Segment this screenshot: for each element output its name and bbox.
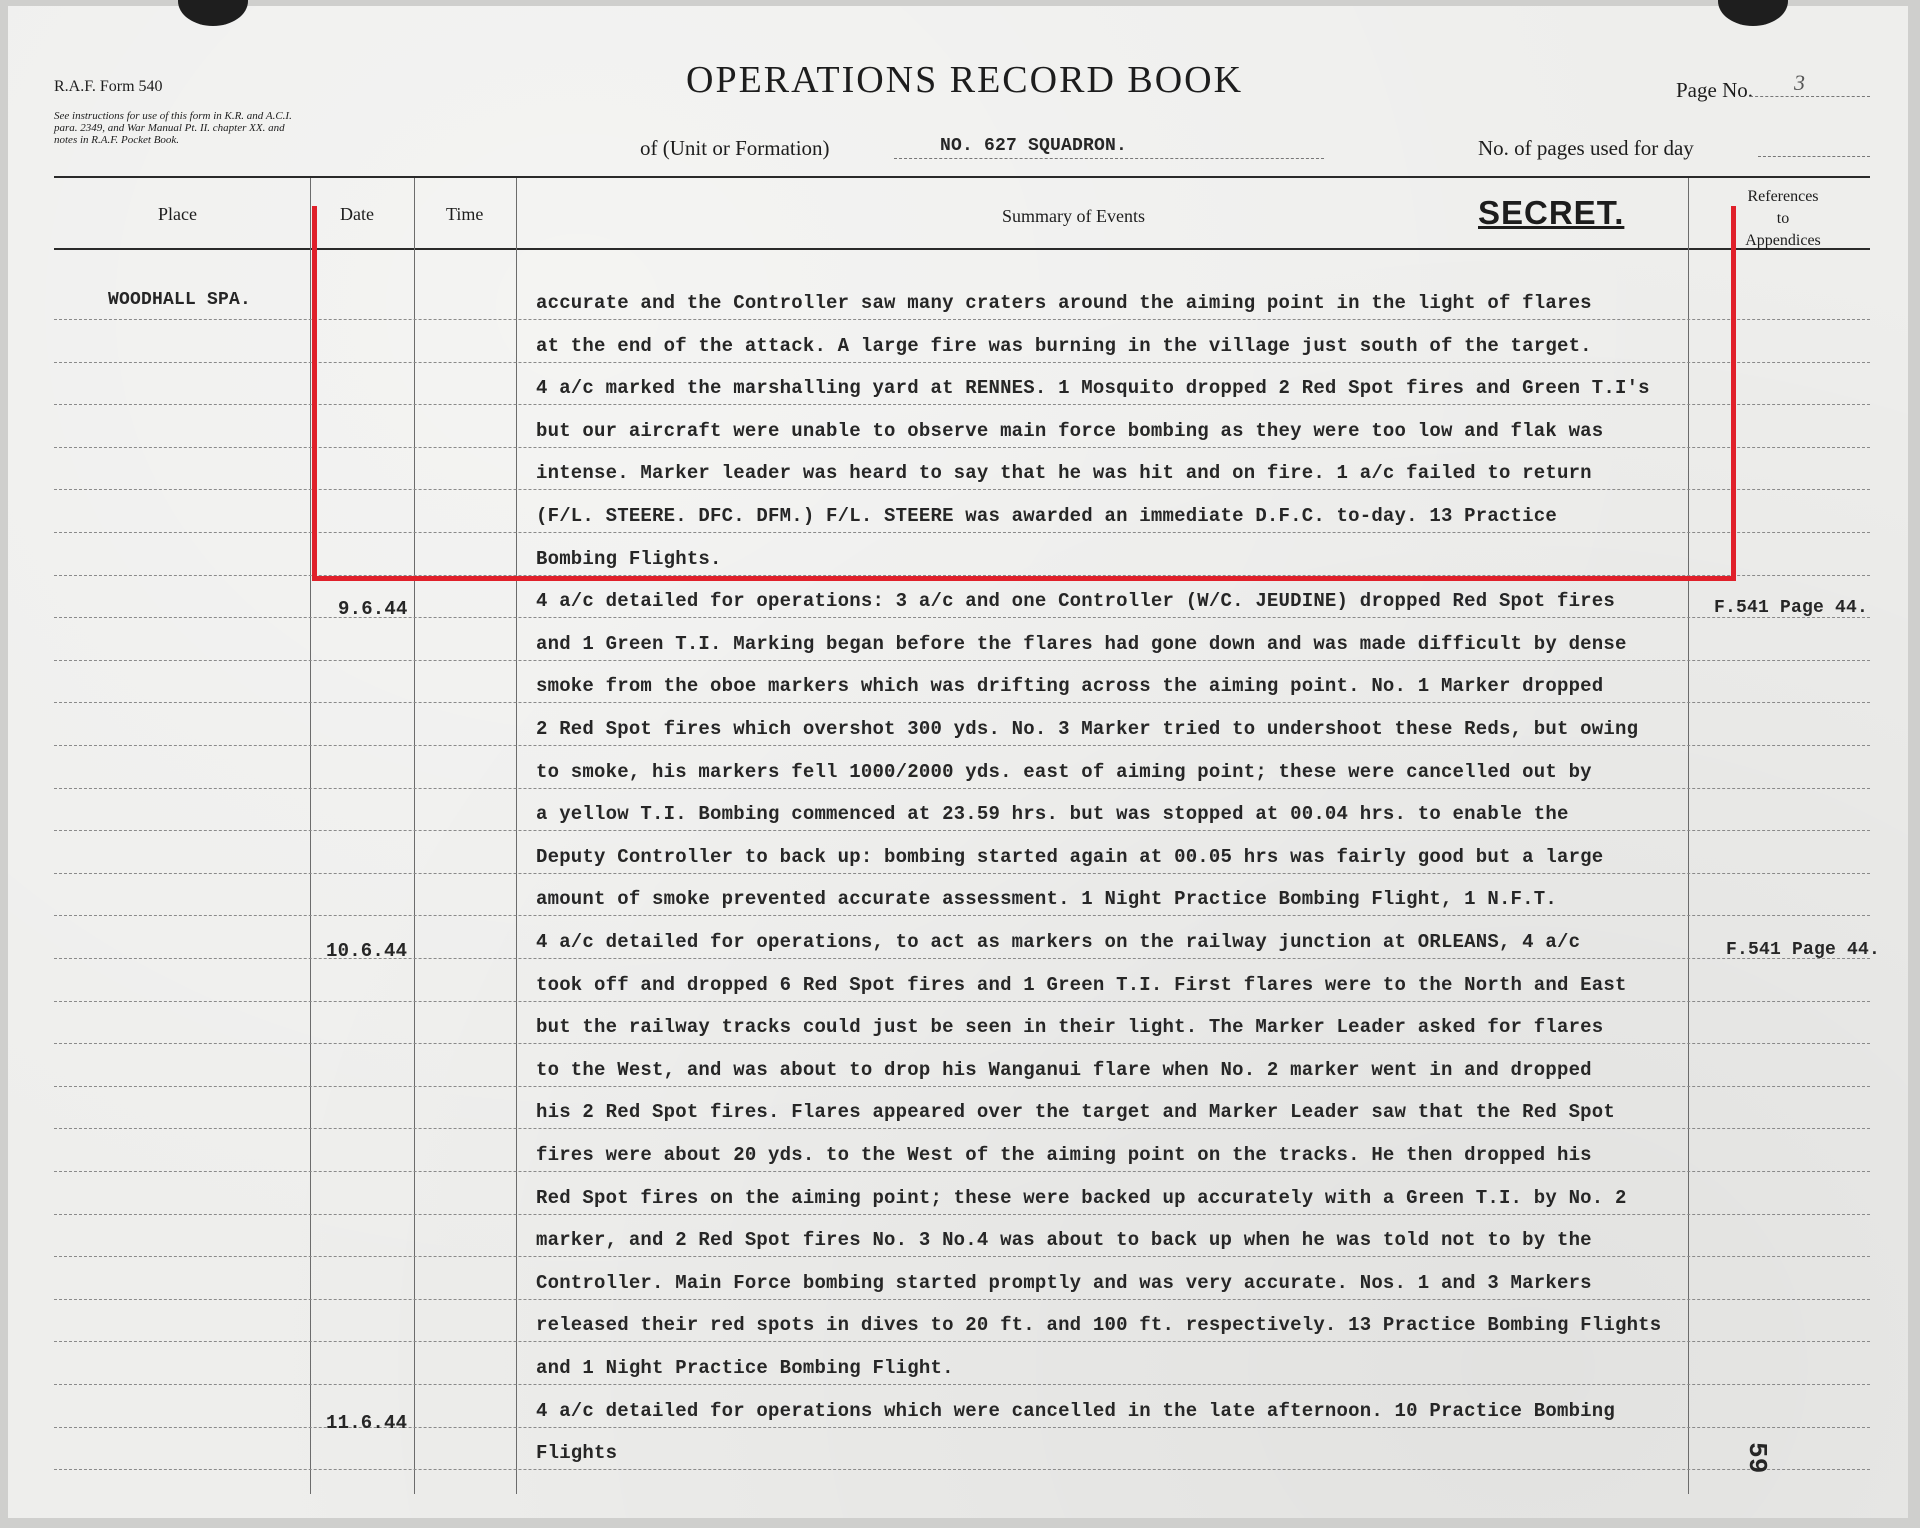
summary-line: a yellow T.I. Bombing commenced at 23.59 hrs. but was stopped at 00.04 hrs. to enable the	[536, 803, 1569, 826]
summary-line: his 2 Red Spot fires. Flares appeared over the target and Marker Leader saw that the Red Spot	[536, 1101, 1615, 1124]
ruled-line	[54, 1043, 1870, 1044]
ref-9-6-44: F.541 Page 44.	[1714, 598, 1869, 618]
header-top-rule	[54, 176, 1870, 178]
punch-hole-right	[1718, 0, 1788, 26]
ruled-line	[54, 915, 1870, 916]
col-head-references-2: to	[1776, 210, 1790, 227]
col-head-references-3: Appendices	[1745, 232, 1821, 249]
summary-line: Flights	[536, 1442, 618, 1465]
col-head-place: Place	[158, 204, 197, 224]
summary-line: at the end of the attack. A large fire was burning in the village just south of the target.	[536, 334, 1592, 357]
summary-line: 2 Red Spot fires which overshot 300 yds. No. 3 Marker tried to undershoot these Reds, but owing	[536, 718, 1639, 740]
ruled-line	[54, 1341, 1870, 1342]
summary-line: to the West, and was about to drop his Wanganui flare when No. 2 marker went in and dropped	[536, 1058, 1592, 1081]
ruled-line	[54, 1256, 1870, 1257]
summary-line: Bombing Flights.	[536, 547, 722, 570]
form-instructions-2: para. 2349, and War Manual Pt. II. chapter XX. and	[54, 122, 285, 134]
ruled-line	[54, 1299, 1870, 1300]
page-no-value: 3	[1794, 70, 1805, 95]
ruled-line	[54, 1469, 1870, 1470]
ruled-line	[54, 617, 1870, 618]
unit-value: NO. 627 SQUADRON.	[940, 136, 1128, 156]
ruled-line	[54, 660, 1870, 661]
col-head-summary: Summary of Events	[1002, 206, 1145, 226]
form-instructions-1: See instructions for use of this form in K.R. and A.C.I.	[54, 110, 292, 122]
ruled-line	[54, 1086, 1870, 1087]
summary-line: amount of smoke prevented accurate assessment. 1 Night Practice Bombing Flight, 1 N.F.T.	[536, 888, 1557, 911]
ruled-line	[54, 830, 1870, 831]
summary-line: intense. Marker leader was heard to say that he was hit and on fire. 1 a/c failed to return	[536, 462, 1592, 485]
place-value: WOODHALL SPA.	[108, 290, 252, 310]
record-sheet	[8, 6, 1908, 1518]
ruled-line	[54, 873, 1870, 874]
ruled-line	[54, 1171, 1870, 1172]
col-head-references-1: References	[1747, 188, 1819, 205]
summary-line: marker, and 2 Red Spot fires No. 3 No.4 was about to back up when he was told not to by the	[536, 1229, 1592, 1252]
summary-line: 4 a/c marked the marshalling yard at RENNES. 1 Mosquito dropped 2 Red Spot fires and Green T.I's	[536, 377, 1650, 400]
col-sep-place-date	[310, 178, 311, 1494]
form-instructions-3: notes in R.A.F. Pocket Book.	[54, 134, 180, 146]
unit-line	[894, 158, 1324, 159]
col-head-time: Time	[446, 204, 484, 224]
summary-line: but our aircraft were unable to observe main force bombing as they were too low and flak was	[536, 419, 1604, 442]
unit-label: of (Unit or Formation)	[640, 136, 830, 160]
summary-line: and 1 Night Practice Bombing Flight.	[536, 1357, 954, 1379]
ruled-line	[54, 1001, 1870, 1002]
date-10-6-44: 10.6.44	[326, 940, 408, 962]
page-no-label: Page No.	[1676, 78, 1753, 102]
summary-line: and 1 Green T.I. Marking began before the flares had gone down and was made difficult by dense	[536, 632, 1627, 655]
summary-line: (F/L. STEERE. DFC. DFM.) F/L. STEERE was awarded an immediate D.F.C. to-day. 13 Practice	[536, 505, 1557, 527]
summary-line: fires were about 20 yds. to the West of the aiming point on the tracks. He then dropped his	[536, 1144, 1592, 1166]
summary-line: 4 a/c detailed for operations: 3 a/c and one Controller (W/C. JEUDINE) dropped Red Spot fires	[536, 590, 1615, 613]
page-no-line	[1750, 96, 1870, 97]
ruled-line	[54, 1384, 1870, 1385]
highlight-box	[312, 206, 1736, 581]
date-11-6-44: 11.6.44	[326, 1412, 408, 1434]
summary-line: took off and dropped 6 Red Spot fires and 1 Green T.I. First flares were to the North and East	[536, 973, 1627, 996]
col-head-date: Date	[340, 204, 374, 224]
summary-line: 4 a/c detailed for operations which were cancelled in the late afternoon. 10 Practice Bombing	[536, 1399, 1615, 1422]
punch-hole-left	[178, 0, 248, 26]
pages-used-label: No. of pages used for day	[1478, 136, 1694, 160]
summary-line: 4 a/c detailed for operations, to act as markers on the railway junction at ORLEANS, 4 a/c	[536, 931, 1581, 953]
summary-line: accurate and the Controller saw many craters around the aiming point in the light of flares	[536, 292, 1592, 314]
summary-line: but the railway tracks could just be seen in their light. The Marker Leader asked for flares	[536, 1016, 1604, 1039]
date-9-6-44: 9.6.44	[338, 598, 408, 620]
secret-stamp: SECRET.	[1478, 194, 1625, 231]
ruled-line	[54, 745, 1870, 746]
ruled-line	[54, 788, 1870, 789]
margin-mark: 59	[1742, 1442, 1772, 1474]
summary-line: Controller. Main Force bombing started promptly and was very accurate. Nos. 1 and 3 Markers	[536, 1271, 1592, 1294]
summary-line: smoke from the oboe markers which was drifting across the aiming point. No. 1 Marker dropped	[536, 675, 1604, 698]
ruled-line	[54, 702, 1870, 703]
pages-used-line	[1758, 156, 1870, 157]
ref-10-6-44: F.541 Page 44.	[1726, 940, 1881, 960]
form-id: R.A.F. Form 540	[54, 78, 163, 95]
summary-line: to smoke, his markers fell 1000/2000 yds. east of aiming point; these were cancelled out by	[536, 760, 1592, 783]
summary-line: Deputy Controller to back up: bombing started again at 00.05 hrs was fairly good but a large	[536, 845, 1604, 868]
summary-line: released their red spots in dives to 20 ft. and 100 ft. respectively. 13 Practice Bombing Flights	[536, 1314, 1662, 1337]
page-title: OPERATIONS RECORD BOOK	[686, 59, 1244, 101]
ruled-line	[54, 1214, 1870, 1215]
ruled-line	[54, 1128, 1870, 1129]
summary-line: Red Spot fires on the aiming point; these were backed up accurately with a Green T.I. by No. 2	[536, 1186, 1627, 1209]
